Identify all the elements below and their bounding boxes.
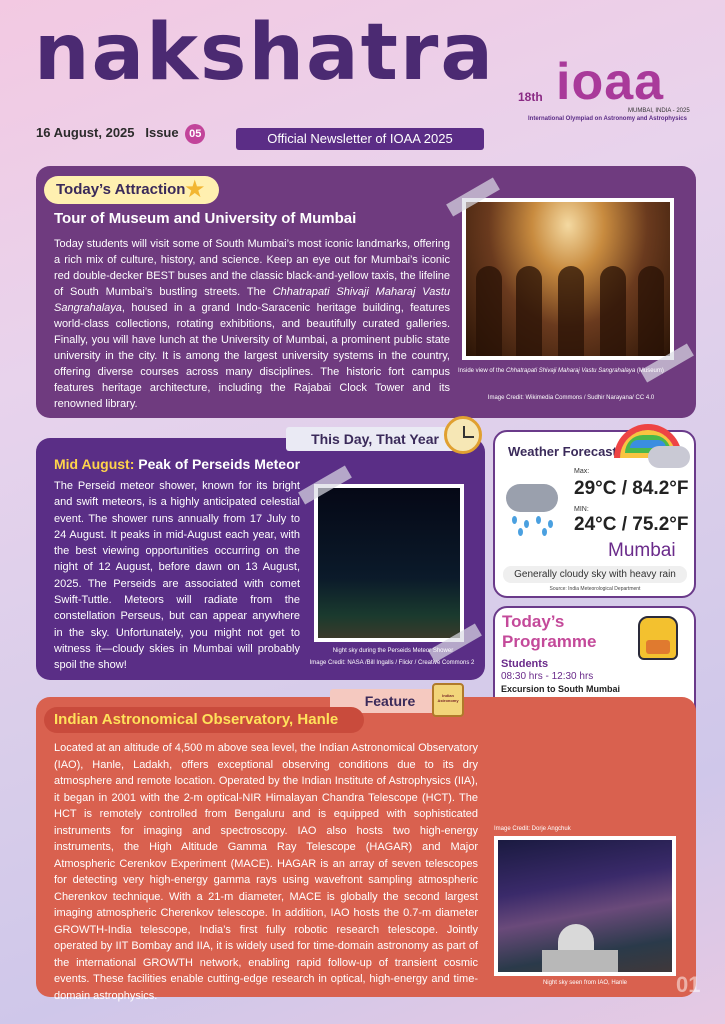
this-day-body: The Perseid meteor shower, known for its bright and swift meteors, is a highly anticipated celestial event. The shower runs annually from 17 July to 24 August. It peaks in mid-August each year, with the best viewing opportunities occurring on the night of 12 August, before dawn on 13 August, 2025. The Perseids are associated with comet Swift-Tuttle. Meteors will radiate from the constellation Perseus, but can appear anywhere in the sky. Unfortunately, you might not get to witness it—cloudy skies in Mumbai will probably spoil the show!: [54, 480, 300, 672]
weather-city: Mumbai: [608, 540, 676, 561]
weather-title: Weather Forecast: [508, 444, 617, 459]
students-label: Students: [501, 658, 549, 670]
observatory-photo-caption: Night sky seen from IAO, Hanle: [542, 980, 628, 986]
issue-number-badge: 05: [185, 124, 205, 144]
meteor-photo-credit: Image Credit: NASA /Bill Ingalls / Flickr / Creative Commons 2: [309, 660, 475, 666]
clock-icon: [444, 416, 482, 454]
newsletter-tagline: Official Newsletter of IOAA 2025: [236, 128, 484, 150]
scroll-icon: Indian Astronomy: [432, 683, 464, 717]
raindrop-icon: [518, 528, 523, 536]
weather-max-value: 29°C / 84.2°F: [574, 478, 689, 499]
logo-wordmark: ioaa: [556, 53, 665, 111]
this-day-title-rest: Peak of Perseids Meteor: [134, 456, 301, 472]
raindrop-icon: [536, 516, 541, 524]
meteor-photo-caption: Night sky during the Perseids Meteor Shower: [332, 648, 454, 654]
feature-body: Located at an altitude of 4,500 m above sea level, the Indian Astronomical Observatory (IAO), Hanle, Ladakh, offers exceptional observing conditions due to its dry atmosphere and remote location. Operated by the Indian Institute of Astrophysics (IIA), it began in 2001 with the 2-m optical-NIR Himalayan Chandra Telescope (HCT). The HCT is remotely controlled from Bengaluru and is equipped with sophisticated instruments for imaging and spectroscopy. IAO also hosts two high-energy instruments, the High Altitude Gamma Ray Telescope (HAGAR) and Major Atmospheric Cerenkov Experiment (MACE). HAGAR is an array of seven telescopes for detecting very high-energy gamma rays using wavefront sampling atmospheric Cherenkov technique. With a 21-m diameter, MACE is globally the second largest imaging atmospheric Cherenkov telescope. In addition, IAO hosts the 0.7-m diameter GROWTH-India telescope, India’s first fully robotic research telescope. Jointly operated by IIT Bombay and IIA, it is widely used for time-domain astronomy as part of the international GROWTH network, enabling rapid follow-up of transient cosmic events. These facilities enable cutting-edge research in optical, high-energy and time-domain astrophysics.: [54, 742, 478, 1002]
ioaa-logo: [518, 38, 698, 128]
observatory-photo-credit: Image Credit: Dorje Angchuk: [494, 826, 571, 832]
rain-cloud-icon: [506, 484, 558, 512]
observatory-building: [542, 950, 618, 976]
attraction-badge-label: Today’s Attraction: [56, 181, 186, 198]
caption-part2: (Museum): [635, 368, 664, 374]
this-day-title-highlight: Mid August:: [54, 456, 135, 472]
raindrop-icon: [512, 516, 517, 524]
museum-photo-caption: [458, 368, 684, 374]
weather-min-value: 24°C / 75.2°F: [574, 514, 689, 535]
museum-photo-credit: Image Credit: Wikimedia Commons / Sudhir Narayana/ CC 4.0: [487, 395, 655, 401]
logo-location: MUMBAI, INDIA - 2025: [628, 108, 690, 114]
weather-source: Source: India Meteorological Department: [549, 586, 641, 592]
caption-part1: Inside view of the: [458, 368, 507, 374]
caption-italic: Chhatrapati Shivaji Maharaj Vastu Sangrahalaya: [506, 368, 636, 374]
museum-photo: [462, 198, 674, 360]
raindrop-icon: [548, 520, 553, 528]
logo-full-name: International Olympiad on Astronomy and Astrophysics: [528, 116, 687, 122]
programme-title-line1: Today’s: [502, 612, 565, 631]
logo-edition: 18th: [518, 90, 543, 104]
issue-date-line: [36, 124, 205, 144]
masthead-title: nakshatra: [34, 8, 496, 98]
attraction-body-part2: , housed in a grand Indo-Saracenic heritage building, features world-class collections, rotating exhibitions, and beautifully curated galleries. Finally, you will have lunch at the University of Mumbai, a prominent public state university in the city. It is among the largest university systems in the country, offering diverse courses across many disciplines. The historic fort campus features heritage architecture, including the Rajabai Clock Tower and its renowned library.: [54, 302, 450, 410]
this-day-banner: This Day, That Year: [286, 427, 464, 451]
issue-date: 16 August, 2025: [36, 125, 135, 140]
students-session1-event: Excursion to South Mumbai: [501, 684, 621, 694]
attraction-body: [54, 236, 450, 412]
weather-max-label: Max:: [574, 468, 590, 475]
cloud-icon: [648, 446, 690, 468]
backpack-pocket: [646, 640, 670, 654]
observatory-photo: [494, 836, 676, 976]
page-number: 01: [676, 972, 701, 997]
feature-title: Indian Astronomical Observatory, Hanle: [54, 711, 339, 728]
meteor-photo: [314, 484, 464, 642]
attraction-title: Tour of Museum and University of Mumbai: [54, 210, 357, 227]
weather-description: Generally cloudy sky with heavy rain: [503, 566, 687, 583]
programme-title-line2: Programme: [502, 632, 597, 651]
programme-title: [502, 612, 596, 652]
star-icon: ★: [184, 176, 206, 203]
students-session1-time: 08:30 hrs - 12:30 hrs: [501, 671, 594, 682]
attraction-body-italic: Chhatrapati Shivaji Maharaj Vastu Sangrahalaya: [54, 286, 450, 314]
this-day-title: [54, 456, 300, 472]
weather-min-label: MIN:: [574, 506, 589, 513]
attraction-body-part1: Today students will visit some of South Mumbai’s most iconic landmarks, offering a rich mix of culture, history, and science. Keep an eye out for Mumbai’s iconic red double-decker BEST buses and the classic black-and-yellow taxis, the lifeline of South Mumbai’s bustling streets. The: [54, 238, 450, 298]
raindrop-icon: [524, 520, 529, 528]
feature-banner: Feature: [330, 689, 450, 713]
raindrop-icon: [542, 528, 547, 536]
issue-label: Issue: [145, 125, 179, 140]
